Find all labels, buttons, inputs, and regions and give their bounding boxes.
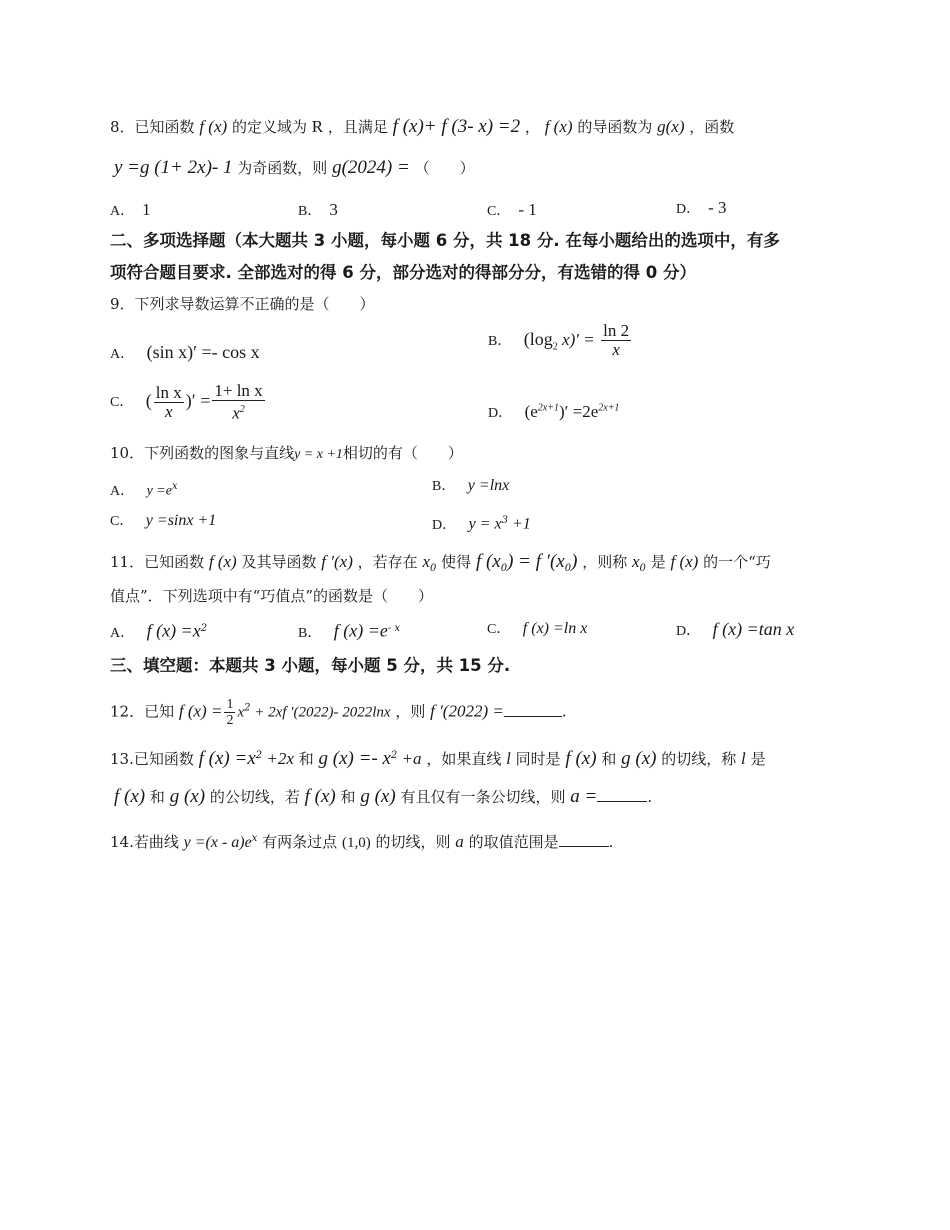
option-label: A． bbox=[110, 347, 135, 362]
answer-blank[interactable] bbox=[559, 832, 609, 847]
q9-option-a bbox=[110, 342, 260, 365]
q8-text: 8．已知函数 bbox=[110, 118, 195, 136]
section3-heading: 三、填空题：本题共 3 小题，每小题 5 分，共 15 分. bbox=[110, 656, 511, 675]
q11-math: f (x) bbox=[670, 552, 699, 571]
q11-math: ) bbox=[571, 551, 578, 572]
exponent: 2x+1 bbox=[598, 402, 620, 413]
q10-option-b bbox=[432, 476, 509, 497]
exponent: 3 bbox=[501, 515, 508, 526]
q14-math: (1,0) bbox=[341, 835, 371, 851]
q11-line2: 值点”．下列选项中有“巧值点”的函数是（ ） bbox=[110, 587, 434, 605]
q10-option-a bbox=[110, 477, 178, 502]
fraction-numerator: 1 bbox=[226, 697, 234, 712]
option-label: B． bbox=[488, 333, 512, 349]
math-text: )′ =2e bbox=[558, 401, 599, 421]
option-value: - 3 bbox=[708, 198, 727, 217]
math-text: )′ = bbox=[185, 390, 211, 411]
q11-math: f (x bbox=[475, 551, 501, 572]
q8-line1 bbox=[110, 117, 734, 137]
exponent: - x bbox=[387, 623, 401, 634]
q11-text: 及其导函数 bbox=[241, 553, 317, 571]
option-value: f (x) =x bbox=[146, 620, 201, 641]
q13-math: +a bbox=[397, 749, 422, 768]
q12-math: x bbox=[237, 704, 245, 721]
option-label: D． bbox=[488, 405, 513, 421]
exponent: 2 bbox=[244, 702, 251, 714]
option-value: f (x) =e bbox=[333, 620, 388, 641]
q8-option-c bbox=[487, 200, 537, 222]
q11-text: ，若存在 bbox=[357, 553, 418, 571]
q8-math: R bbox=[311, 117, 324, 136]
math-text: ( bbox=[145, 390, 152, 411]
option-value: - 1 bbox=[518, 200, 537, 219]
q10-math: y = x +1 bbox=[294, 447, 343, 462]
q12-text: ，则 bbox=[395, 702, 426, 721]
fraction-denominator: 2 bbox=[226, 713, 234, 728]
q12-line bbox=[110, 697, 567, 728]
fraction-numerator: ln x bbox=[155, 382, 182, 402]
q11-math: f ′(x) bbox=[321, 552, 353, 571]
q13-text: 和 bbox=[149, 788, 165, 806]
q13-math: l bbox=[506, 749, 511, 768]
q11-option-b bbox=[298, 619, 400, 644]
q13-math: f (x) =x bbox=[198, 748, 256, 769]
q13-text: 和 bbox=[601, 750, 617, 768]
q9-option-d bbox=[488, 398, 619, 424]
q13-math: f (x) bbox=[114, 786, 146, 807]
q11-text: 11．已知函数 bbox=[110, 553, 205, 571]
q12-text: . bbox=[561, 702, 567, 721]
q12-math: f ′(2022) = bbox=[430, 701, 504, 721]
q8-math: f (x) bbox=[544, 117, 573, 136]
q13-text: 的切线，称 bbox=[661, 750, 737, 768]
q13-math: g (x) bbox=[169, 786, 206, 807]
subscript: 0 bbox=[500, 563, 508, 574]
subscript: 0 bbox=[639, 563, 646, 574]
option-value: y = x bbox=[468, 515, 502, 533]
option-value: y =lnx bbox=[467, 477, 510, 494]
q8-text: ，函数 bbox=[689, 118, 735, 136]
option-value: y =e bbox=[146, 483, 172, 499]
math-text: (e bbox=[524, 401, 538, 421]
option-value: f (x) =ln x bbox=[522, 620, 588, 637]
q13-math: g (x) =- x bbox=[318, 748, 391, 769]
q8-math: f (x) bbox=[199, 117, 228, 136]
option-label: D． bbox=[676, 624, 701, 639]
q12-math: f (x) = bbox=[178, 701, 223, 721]
subscript: 0 bbox=[564, 563, 572, 574]
q11-text: 使得 bbox=[441, 553, 472, 571]
q13-text: 和 bbox=[340, 788, 356, 806]
q14-math: y =(x - a)e bbox=[183, 834, 252, 851]
log-text: (log bbox=[523, 328, 553, 349]
fraction-denominator: x bbox=[232, 403, 240, 423]
q11-text: 的一个“巧 bbox=[703, 553, 771, 571]
option-label: C． bbox=[487, 622, 511, 637]
option-label: C． bbox=[110, 395, 134, 411]
q12-math: + 2xf ′(2022)- 2022lnx bbox=[250, 704, 391, 721]
exponent: x bbox=[251, 833, 258, 844]
q11-math: f (x) bbox=[208, 552, 237, 571]
q13-text: 同时是 bbox=[515, 750, 561, 768]
option-label: A． bbox=[110, 204, 135, 219]
exponent: 2 bbox=[255, 750, 263, 761]
q8-math: g(x) bbox=[657, 117, 685, 136]
q11-option-d bbox=[676, 619, 794, 642]
q10-text: 相切的有（ ） bbox=[342, 444, 463, 462]
option-label: D． bbox=[676, 202, 701, 217]
q8-line2 bbox=[114, 158, 475, 178]
q11-line1 bbox=[110, 552, 771, 579]
q8-option-a bbox=[110, 200, 151, 222]
q13-text: 有且仅有一条公切线，则 bbox=[400, 788, 566, 806]
answer-blank[interactable] bbox=[597, 787, 647, 802]
q11-text: ，则称 bbox=[582, 553, 628, 571]
q10-option-d bbox=[432, 511, 531, 536]
q10-option-c bbox=[110, 511, 216, 532]
q11-text: 是 bbox=[650, 553, 666, 571]
q13-math: +2x bbox=[262, 749, 294, 768]
answer-blank[interactable] bbox=[504, 702, 562, 717]
q13-math: g (x) bbox=[360, 786, 396, 807]
section2-heading-line1: 二、多项选择题（本大题共 3 小题，每小题 6 分，共 18 分. 在每小题给出的选项中，有多 bbox=[110, 231, 780, 250]
exponent: 2 bbox=[390, 750, 398, 761]
q8-text: （ ） bbox=[414, 159, 475, 177]
q11-option-c bbox=[487, 619, 587, 640]
q13-math: g (x) bbox=[621, 748, 657, 769]
fraction-numerator: 1+ ln x bbox=[214, 381, 263, 400]
q11-math: ) = f ′(x bbox=[507, 551, 565, 572]
subscript: 0 bbox=[429, 563, 437, 574]
q13-math: f (x) bbox=[304, 786, 336, 807]
q8-text: 的定义域为 bbox=[231, 118, 307, 136]
q8-math: g(2024) = bbox=[332, 157, 410, 178]
q13-math: f (x) bbox=[565, 748, 597, 769]
q14-text: . bbox=[608, 833, 614, 851]
q8-text: 为奇函数，则 bbox=[237, 159, 328, 177]
exponent: x bbox=[171, 481, 178, 492]
q14-text: 有两条过点 bbox=[262, 833, 338, 851]
q8-text: ，且满足 bbox=[327, 118, 388, 136]
q8-text: ， bbox=[524, 118, 540, 136]
q14-text: 的切线，则 bbox=[375, 833, 451, 851]
q11-math: x bbox=[631, 552, 640, 571]
option-label: D． bbox=[432, 517, 457, 533]
q13-math: l bbox=[741, 749, 746, 768]
q13-line2 bbox=[114, 787, 652, 807]
section2-heading-line2: 项符合题目要求. 全部选对的得 6 分，部分选对的得部分分，有选错的得 0 分） bbox=[110, 263, 696, 282]
q14-text: 14.若曲线 bbox=[110, 833, 179, 851]
q10-text: 10．下列函数的图象与直线 bbox=[110, 444, 295, 462]
q8-option-d bbox=[676, 198, 727, 220]
option-label: B． bbox=[298, 625, 322, 641]
option-value: (sin x)′ =- cos x bbox=[146, 342, 260, 362]
q11-option-a bbox=[110, 619, 207, 644]
q10-stem bbox=[110, 443, 463, 465]
fraction-denominator: x bbox=[612, 340, 620, 359]
option-label: B． bbox=[432, 479, 456, 494]
option-value: 1 bbox=[142, 200, 151, 219]
q9-option-b bbox=[488, 322, 633, 359]
q13-text: 13.已知函数 bbox=[110, 750, 194, 768]
option-label: B． bbox=[298, 204, 322, 219]
q13-math: a = bbox=[570, 786, 598, 807]
q8-option-b bbox=[298, 200, 338, 222]
q13-text: 是 bbox=[750, 750, 766, 768]
fraction-numerator: ln 2 bbox=[603, 321, 630, 340]
exponent: 2x+1 bbox=[537, 402, 559, 413]
option-value: y =sinx +1 bbox=[145, 512, 217, 529]
math-text: x)′ = bbox=[557, 329, 595, 349]
q13-text: 的公切线，若 bbox=[209, 788, 300, 806]
fraction-denominator: x bbox=[165, 401, 173, 421]
q13-text: ，如果直线 bbox=[426, 750, 502, 768]
q13-text: . bbox=[647, 788, 653, 806]
q14-math: a bbox=[455, 832, 464, 851]
q8-math: y =g (1+ 2x)- 1 bbox=[114, 157, 233, 178]
q13-text: 和 bbox=[298, 750, 314, 768]
q14-text: 的取值范围是 bbox=[468, 833, 559, 851]
q14-line bbox=[110, 829, 613, 853]
option-value: 3 bbox=[329, 200, 338, 219]
exponent: 2 bbox=[200, 623, 208, 634]
q8-math: f (x)+ f (3- x) =2 bbox=[392, 116, 521, 137]
log-base: 2 bbox=[552, 341, 558, 353]
exponent: 2 bbox=[239, 404, 245, 415]
option-label: C． bbox=[487, 204, 511, 219]
q11-math: x bbox=[422, 552, 430, 571]
q13-line1 bbox=[110, 746, 766, 769]
q8-text: 的导函数为 bbox=[577, 118, 653, 136]
option-label: A． bbox=[110, 483, 135, 499]
q9-stem: 9．下列求导数运算不正确的是（ ） bbox=[110, 295, 375, 313]
q12-text: 12．已知 bbox=[110, 702, 175, 721]
option-label: C． bbox=[110, 514, 134, 529]
option-label: A． bbox=[110, 625, 135, 641]
q9-option-c bbox=[110, 382, 267, 423]
option-value: f (x) =tan x bbox=[712, 619, 795, 639]
option-value: +1 bbox=[507, 515, 531, 533]
